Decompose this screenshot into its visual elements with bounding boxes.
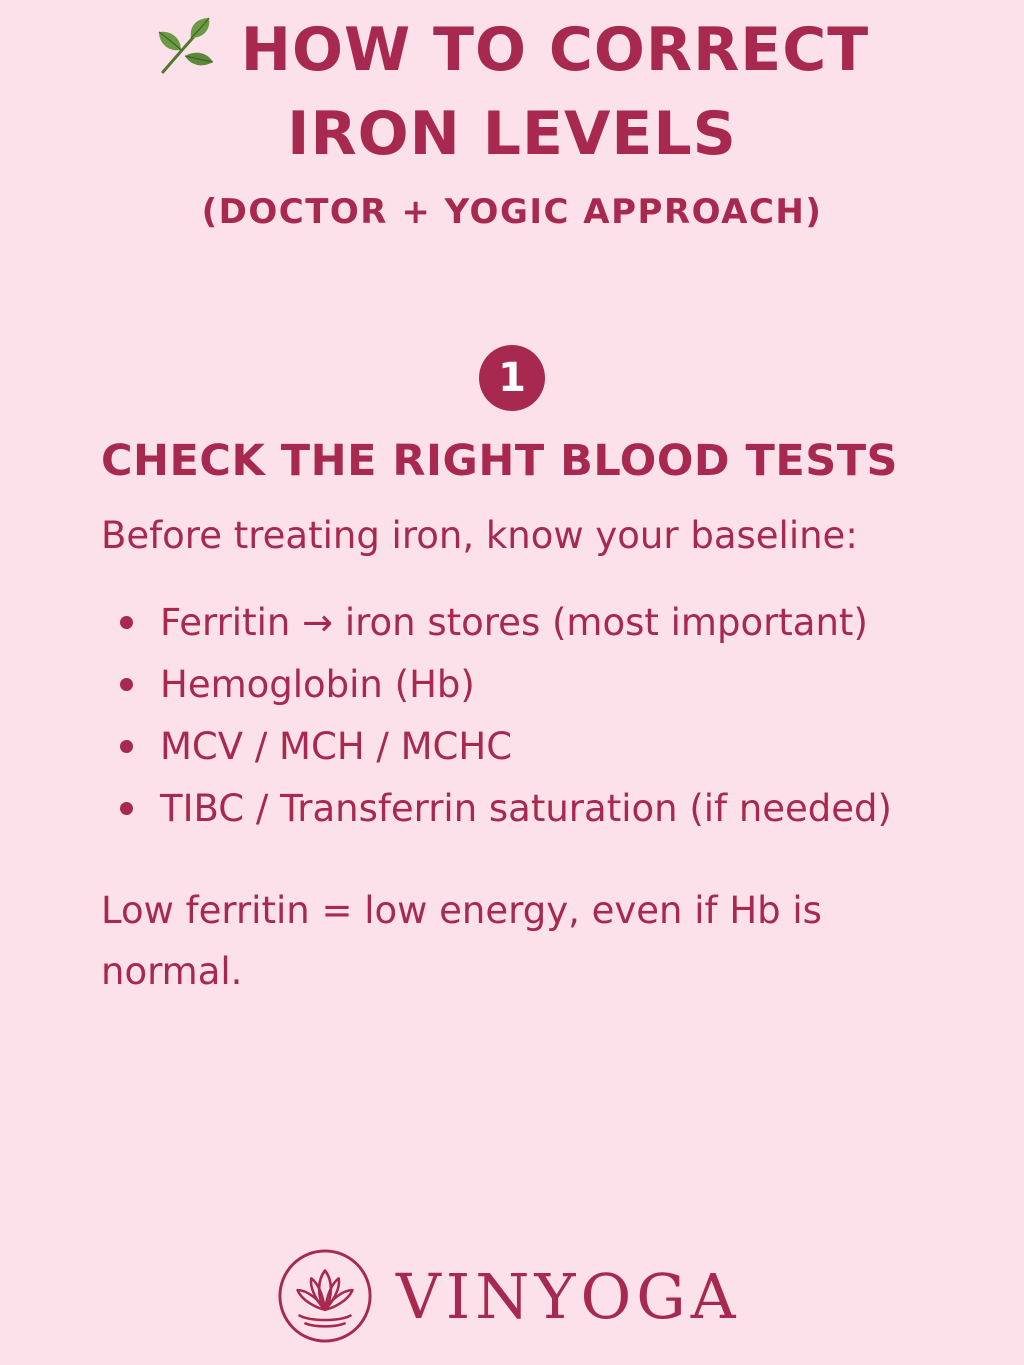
title-block xyxy=(0,8,1024,176)
test-label: Ferritin → iron stores (most important) xyxy=(160,601,868,644)
list-item xyxy=(101,778,892,840)
title-text-2: IRON LEVELS xyxy=(287,99,737,169)
brand-name: VINYOGA xyxy=(396,1259,741,1333)
step-number-badge: 1 xyxy=(479,345,545,411)
bullet-icon xyxy=(120,740,133,753)
section-heading: CHECK THE RIGHT BLOOD TESTS xyxy=(101,436,899,486)
lotus-icon xyxy=(276,1247,374,1345)
ferritin-note: Low ferritin = low energy, even if Hb is normal. xyxy=(101,889,822,993)
list-item xyxy=(101,654,892,716)
list-item xyxy=(101,592,892,654)
subtitle: (DOCTOR + YOGIC APPROACH) xyxy=(201,192,823,232)
list-item xyxy=(101,716,892,778)
test-label: MCV / MCH / MCHC xyxy=(160,725,513,768)
test-label: Hemoglobin (Hb) xyxy=(160,663,475,706)
blood-test-list xyxy=(101,592,892,840)
bullet-icon xyxy=(120,616,133,629)
title-text-1: HOW TO CORRECT xyxy=(240,15,870,85)
intro-text: Before treating iron, know your baseline: xyxy=(101,514,858,557)
bullet-icon xyxy=(120,678,133,691)
leaf-icon xyxy=(155,16,215,76)
title-line-2 xyxy=(0,92,1024,176)
bullet-icon xyxy=(120,802,133,815)
brand-logo xyxy=(276,1247,741,1345)
test-label: TIBC / Transferrin saturation (if needed) xyxy=(160,787,892,830)
title-line-1 xyxy=(0,8,1024,92)
